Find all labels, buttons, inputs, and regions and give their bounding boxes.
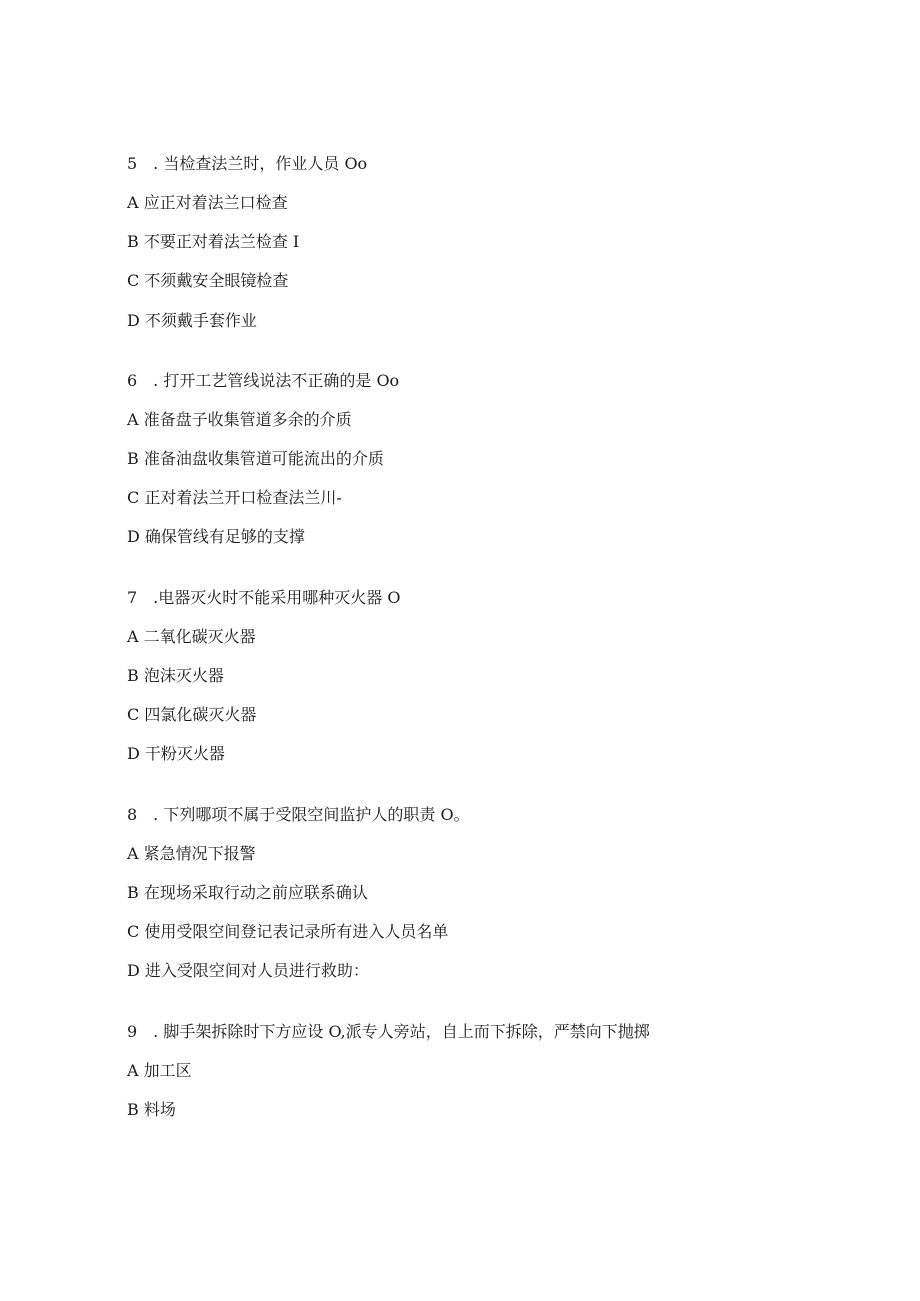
- question-9-option-a: A 加工区: [127, 1061, 192, 1080]
- question-5-option-d: D 不须戴手套作业: [127, 311, 257, 330]
- question-6-option-a: A 准备盘子收集管道多余的介质: [127, 410, 352, 429]
- question-5-stem: 5 . 当检查法兰时，作业人员 Oo: [127, 154, 368, 173]
- question-9-stem: 9 . 脚手架拆除时下方应设 O,派专人旁站，自上而下拆除，严禁向下抛掷: [127, 1022, 650, 1041]
- question-7-option-c: C 四氯化碳灭火器: [127, 705, 257, 724]
- question-5-option-c: C 不须戴安全眼镜检查: [127, 271, 289, 290]
- question-5-option-a: A 应正对着法兰口检查: [127, 193, 288, 212]
- question-8-option-a: A 紧急情况下报警: [127, 844, 256, 863]
- question-7-option-a: A 二氧化碳灭火器: [127, 627, 256, 646]
- question-7-option-b: B 泡沫灭火器: [127, 666, 224, 685]
- question-7-option-d: D 干粉灭火器: [127, 744, 225, 763]
- question-9-option-b: B 料场: [127, 1100, 176, 1119]
- question-6-option-c: C 正对着法兰开口检查法兰川-: [127, 488, 342, 507]
- question-8-option-d: D 进入受限空间对人员进行救助：: [127, 961, 369, 980]
- question-5-option-b: B 不要正对着法兰检查 I: [127, 232, 300, 251]
- question-7-stem: 7 .电器灭火时不能采用哪种灭火器 O: [127, 588, 401, 607]
- question-8-option-b: B 在现场采取行动之前应联系确认: [127, 883, 368, 902]
- question-6-stem: 6 . 打开工艺管线说法不正确的是 Oo: [127, 371, 400, 390]
- question-6-option-d: D 确保管线有足够的支撑: [127, 527, 305, 546]
- question-6-option-b: B 准备油盘收集管道可能流出的介质: [127, 449, 384, 468]
- question-8-stem: 8 . 下列哪项不属于受限空间监护人的职责 O。: [127, 805, 470, 824]
- question-8-option-c: C 使用受限空间登记表记录所有进入人员名单: [127, 922, 449, 941]
